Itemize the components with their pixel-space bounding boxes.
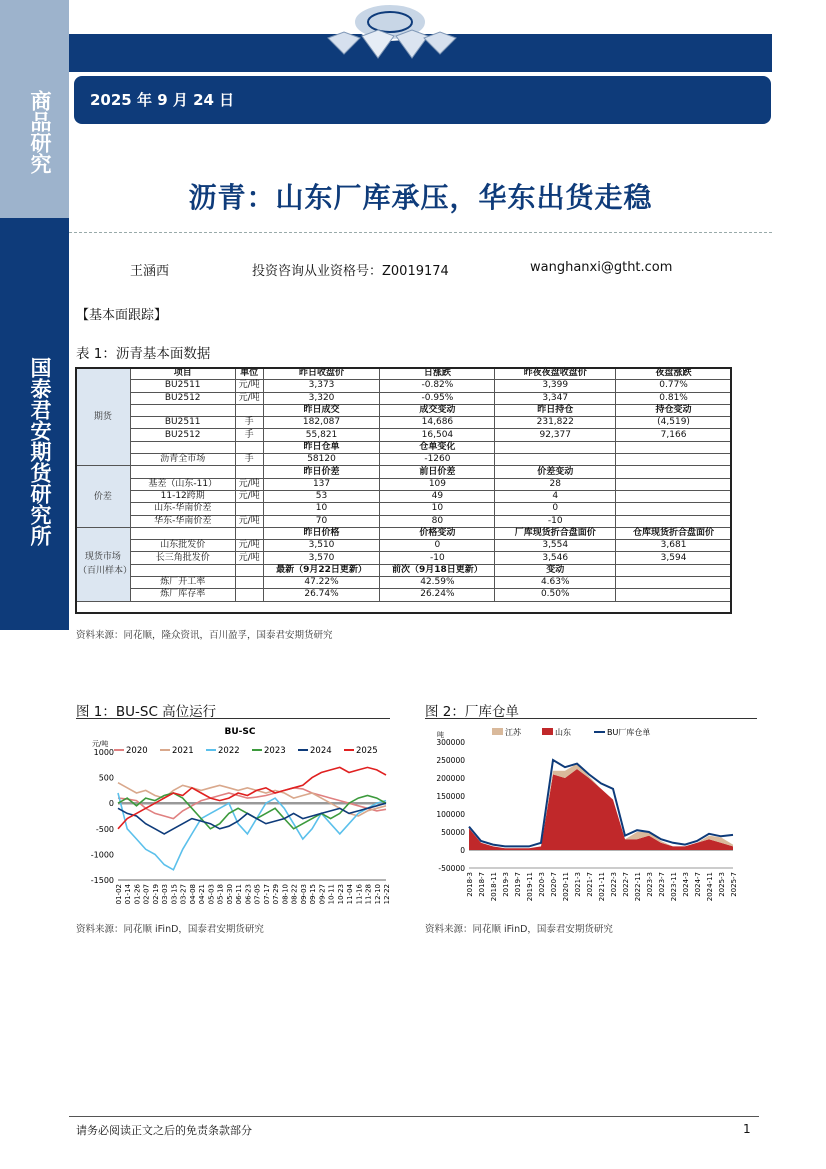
fundamentals-table: [75, 367, 732, 602]
table-header-cell: 项目: [130, 368, 235, 380]
table-row: [76, 515, 732, 527]
table-cell: 3,681: [616, 540, 732, 552]
table-cell: 元/吨: [235, 515, 263, 527]
x-tick-label: 05-03: [207, 884, 216, 905]
y-axis-unit-label: 元/吨: [92, 740, 109, 748]
x-tick-label: 2024-3: [682, 872, 690, 897]
table-header-cell: 昨夜夜盘收盘价: [495, 368, 616, 380]
qualification-number: 投资咨询从业资格号：Z0019174: [252, 264, 449, 279]
x-tick-label: 2022-3: [610, 872, 618, 897]
legend-label: 2024: [310, 746, 332, 756]
table-cell: 0: [495, 503, 616, 515]
x-tick-label: 10-11: [327, 884, 336, 905]
x-tick-label: 06-23: [244, 884, 253, 905]
table-cell: BU2512: [130, 429, 235, 441]
table-cell: -10: [495, 515, 616, 527]
x-tick-label: 2020-11: [562, 872, 570, 902]
table-cell: 53: [263, 490, 380, 502]
table-header-cell: 昨日成交: [263, 404, 380, 416]
x-tick-label: 10-23: [336, 884, 345, 905]
table-header-cell: 昨日收盘价: [263, 368, 380, 380]
table-cell: 28: [495, 478, 616, 490]
table-cell: 手: [235, 429, 263, 441]
table-header-row: [76, 466, 732, 478]
table-cell: 元/吨: [235, 478, 263, 490]
sidebar-category-label: 商品研究: [28, 90, 52, 174]
y-tick-label: 300000: [436, 738, 465, 747]
table-cell: 手: [235, 417, 263, 429]
series-area-山东: [469, 769, 733, 850]
legend-label: 2023: [264, 746, 286, 756]
table-header-cell: 仓单变化: [380, 441, 495, 453]
bu-sc-chart: [76, 720, 392, 916]
table-cell: 元/吨: [235, 380, 263, 392]
table-cell: -0.95%: [380, 392, 495, 404]
table-header-cell: 前次（9月18日更新）: [380, 564, 495, 576]
x-tick-label: 11-16: [355, 884, 364, 905]
x-tick-label: 2021-11: [598, 872, 606, 902]
table-cell: 0.50%: [495, 589, 616, 601]
table-header-cell: 变动: [495, 564, 616, 576]
table-cell: -0.82%: [380, 380, 495, 392]
table-cell: BU2511: [130, 417, 235, 429]
section-heading: 【基本面跟踪】: [76, 308, 168, 323]
y-tick-label: 200000: [436, 774, 465, 783]
table-cell: 3,594: [616, 552, 732, 564]
table-header-row: [76, 368, 732, 380]
table-cell: 16,504: [380, 429, 495, 441]
table-row: [76, 429, 732, 441]
table-cell: [235, 503, 263, 515]
x-tick-label: 01-26: [133, 884, 142, 905]
table-cell: 42.59%: [380, 577, 495, 589]
table-row: [76, 380, 732, 392]
x-tick-label: 2022-11: [634, 872, 642, 902]
table-header-cell: 厂库现货折合盘面价: [495, 527, 616, 539]
group-spread: 价差: [76, 466, 131, 527]
table-cell: 58120: [263, 454, 380, 466]
table-cell: 山东-华南价差: [130, 503, 235, 515]
y-tick-label: 0: [108, 799, 114, 809]
x-tick-label: 08-10: [281, 884, 290, 905]
table-cell: 26.24%: [380, 589, 495, 601]
table-cell: 基差（山东-11）: [130, 478, 235, 490]
table-header-cell: 最新（9月22日更新）: [263, 564, 380, 576]
x-tick-label: 01-02: [115, 884, 123, 905]
table-cell: -10: [380, 552, 495, 564]
legend-label: 2025: [356, 746, 378, 756]
table-header-cell: 昨日价差: [263, 466, 380, 478]
table-cell: 80: [380, 515, 495, 527]
x-tick-label: 05-18: [216, 884, 225, 905]
table-cell: 3,570: [263, 552, 380, 564]
group-spot: 现货市场（百川样本）: [76, 527, 131, 601]
table-header-cell: 持仓变动: [616, 404, 732, 416]
table-cell: 14,686: [380, 417, 495, 429]
table-cell: 山东批发价: [130, 540, 235, 552]
legend-label: 2020: [126, 746, 148, 756]
table-cell: 沥青全市场: [130, 454, 235, 466]
table-cell: 手: [235, 454, 263, 466]
table-cell: BU2512: [130, 392, 235, 404]
figure1-caption: 图 1：BU-SC 高位运行: [76, 704, 217, 720]
legend-label: 江苏: [505, 728, 521, 737]
x-tick-label: 02-19: [151, 884, 160, 905]
x-tick-label: 07-17: [262, 884, 271, 905]
table-header-cell: 昨日价格: [263, 527, 380, 539]
legend-label: 山东: [555, 728, 571, 737]
x-tick-label: 11-28: [364, 884, 373, 905]
table-cell: [235, 577, 263, 589]
author-email[interactable]: wanghanxi@gtht.com: [530, 260, 673, 275]
table-header-cell: 价格变动: [380, 527, 495, 539]
y-tick-label: -1000: [90, 850, 114, 860]
x-tick-label: 2019-3: [502, 872, 510, 897]
table-cell: 47.22%: [263, 577, 380, 589]
y-tick-label: 250000: [436, 756, 465, 765]
table-cell: [235, 589, 263, 601]
x-tick-label: 01-14: [124, 884, 133, 905]
legend-swatch: [542, 728, 553, 735]
table-cell: 元/吨: [235, 392, 263, 404]
y-tick-label: -500: [95, 824, 114, 834]
table-cell: 70: [263, 515, 380, 527]
y-tick-label: 100000: [436, 810, 465, 819]
x-tick-label: 2020-7: [550, 872, 558, 897]
page-number: 1: [743, 1122, 751, 1136]
x-tick-label: 2018-3: [466, 872, 474, 897]
x-tick-label: 2019-11: [526, 872, 534, 902]
table-header-row: [76, 441, 732, 453]
x-tick-label: 08-22: [290, 884, 299, 905]
table-cell: 4: [495, 490, 616, 502]
table-header-cell: 夜盘涨跌: [616, 368, 732, 380]
title-divider: [69, 232, 772, 233]
y-tick-label: 50000: [441, 828, 465, 837]
author-name: 王涵西: [130, 264, 170, 279]
table-cell: (4,519): [616, 417, 732, 429]
table-cell: 7,166: [616, 429, 732, 441]
table-cell: 3,399: [495, 380, 616, 392]
x-tick-label: 2025-7: [730, 872, 738, 897]
table-row: [76, 577, 732, 589]
table-cell: 0.77%: [616, 380, 732, 392]
table-cell: 3,546: [495, 552, 616, 564]
x-tick-label: 03-03: [161, 884, 170, 905]
y-tick-label: -1500: [90, 876, 114, 885]
figure1-rule: [76, 718, 390, 719]
table-cell: 3,347: [495, 392, 616, 404]
table-cell: 10: [263, 503, 380, 515]
table-row: [76, 540, 732, 552]
table-header-cell: 前日价差: [380, 466, 495, 478]
x-tick-label: 2018-11: [490, 872, 498, 902]
table-cell: 0: [380, 540, 495, 552]
x-tick-label: 11-04: [346, 884, 355, 905]
x-tick-label: 07-29: [272, 884, 281, 905]
sidebar-institute-label: 国泰君安期货研究所: [28, 356, 52, 546]
diamond-logo-icon: [320, 2, 460, 64]
y-tick-label: 0: [460, 846, 465, 855]
legend-label: 2022: [218, 746, 240, 756]
x-tick-label: 04-08: [188, 884, 197, 905]
disclaimer-notice[interactable]: 请务必阅读正文之后的免责条款部分: [76, 1124, 252, 1137]
table-caption: 表 1：沥青基本面数据: [76, 346, 211, 362]
table-cell: 109: [380, 478, 495, 490]
table-row: [76, 392, 732, 404]
figure2-caption: 图 2：厂库仓单: [425, 704, 519, 720]
table-cell: -1260: [380, 454, 495, 466]
table-header-cell: 昨日仓单: [263, 441, 380, 453]
table-header-row: [76, 564, 732, 576]
table-cell: 长三角批发价: [130, 552, 235, 564]
table-cell: 元/吨: [235, 540, 263, 552]
table-header-cell: 昨日持仓: [495, 404, 616, 416]
table-row: [76, 478, 732, 490]
table-cell: 55,821: [263, 429, 380, 441]
x-tick-label: 2019-7: [514, 872, 522, 897]
x-tick-label: 2023-11: [670, 872, 678, 902]
table-cell: 3,320: [263, 392, 380, 404]
x-tick-label: 2018-7: [478, 872, 486, 897]
table-row: [76, 503, 732, 515]
chart-title: BU-SC: [224, 727, 256, 737]
table-header-cell: 日涨跌: [380, 368, 495, 380]
table-cell: 0.81%: [616, 392, 732, 404]
table-cell: 华东-华南价差: [130, 515, 235, 527]
table-cell: 11-12跨期: [130, 490, 235, 502]
figure2-source-note: 资料来源：同花顺 iFinD，国泰君安期货研究: [425, 924, 613, 935]
table-row: [76, 552, 732, 564]
table-source-note: 资料来源：同花顺，隆众资讯，百川盈孚，国泰君安期货研究: [76, 630, 333, 641]
x-tick-label: 2022-7: [622, 872, 630, 897]
y-tick-label: -50000: [438, 864, 465, 873]
table-cell: 231,822: [495, 417, 616, 429]
table-cell: 3,554: [495, 540, 616, 552]
x-tick-label: 07-05: [253, 884, 262, 905]
x-tick-label: 04-21: [198, 884, 207, 905]
figure2-rule: [425, 718, 757, 719]
table-cell: 26.74%: [263, 589, 380, 601]
table-header-row: [76, 527, 732, 539]
table-cell: 元/吨: [235, 490, 263, 502]
table-cell: 炼厂开工率: [130, 577, 235, 589]
x-tick-label: 2021-7: [586, 872, 594, 897]
x-tick-label: 03-15: [170, 884, 179, 905]
x-tick-label: 2024-11: [706, 872, 714, 902]
table-cell: 10: [380, 503, 495, 515]
x-tick-label: 2021-3: [574, 872, 582, 897]
x-tick-label: 09-03: [299, 884, 308, 905]
x-tick-label: 2020-3: [538, 872, 546, 897]
table-row: [76, 454, 732, 466]
table-cell: 3,373: [263, 380, 380, 392]
table-cell: 137: [263, 478, 380, 490]
table-row: [76, 417, 732, 429]
table-cell: 49: [380, 490, 495, 502]
table-header-cell: 成交变动: [380, 404, 495, 416]
x-tick-label: 2023-3: [646, 872, 654, 897]
table-cell: 182,087: [263, 417, 380, 429]
x-tick-label: 2023-7: [658, 872, 666, 897]
table-cell: 92,377: [495, 429, 616, 441]
legend-swatch: [492, 728, 503, 735]
table-row: [76, 490, 732, 502]
x-tick-label: 2025-3: [718, 872, 726, 897]
group-futures: 期货: [76, 368, 131, 466]
footer-divider: [69, 1116, 759, 1117]
x-tick-label: 03-27: [179, 884, 188, 905]
x-tick-label: 05-30: [225, 884, 234, 905]
y-tick-label: 1000: [93, 748, 114, 757]
factory-warehouse-receipt-chart: [425, 720, 757, 916]
x-tick-label: 09-27: [318, 884, 327, 905]
table-header-cell: 单位: [235, 368, 263, 380]
y-axis-unit-label: 吨: [437, 731, 444, 739]
x-tick-label: 02-07: [142, 884, 151, 905]
legend-label: 2021: [172, 746, 194, 756]
y-tick-label: 500: [98, 773, 114, 783]
table-header-row: [76, 404, 732, 416]
table-row: [76, 589, 732, 601]
table-header-cell: 仓库现货折合盘面价: [616, 527, 732, 539]
x-tick-label: 2024-7: [694, 872, 702, 897]
table-header-cell: 价差变动: [495, 466, 616, 478]
table-cell: BU2511: [130, 380, 235, 392]
table-cell: 炼厂库存率: [130, 589, 235, 601]
x-tick-label: 09-15: [309, 884, 318, 905]
report-title: 沥青：山东厂库承压，华东出货走稳: [188, 181, 653, 214]
table-cell: 3,510: [263, 540, 380, 552]
x-tick-label: 12-22: [383, 884, 391, 905]
legend-label: BU厂库仓单: [607, 728, 651, 737]
report-date-bar: 2025 年 9 月 24 日: [74, 76, 771, 124]
x-tick-label: 06-11: [235, 884, 244, 905]
x-tick-label: 12-10: [373, 884, 382, 905]
table-cell: 4.63%: [495, 577, 616, 589]
table-cell: 元/吨: [235, 552, 263, 564]
figure1-source-note: 资料来源：同花顺 iFinD，国泰君安期货研究: [76, 924, 264, 935]
y-tick-label: 150000: [436, 792, 465, 801]
